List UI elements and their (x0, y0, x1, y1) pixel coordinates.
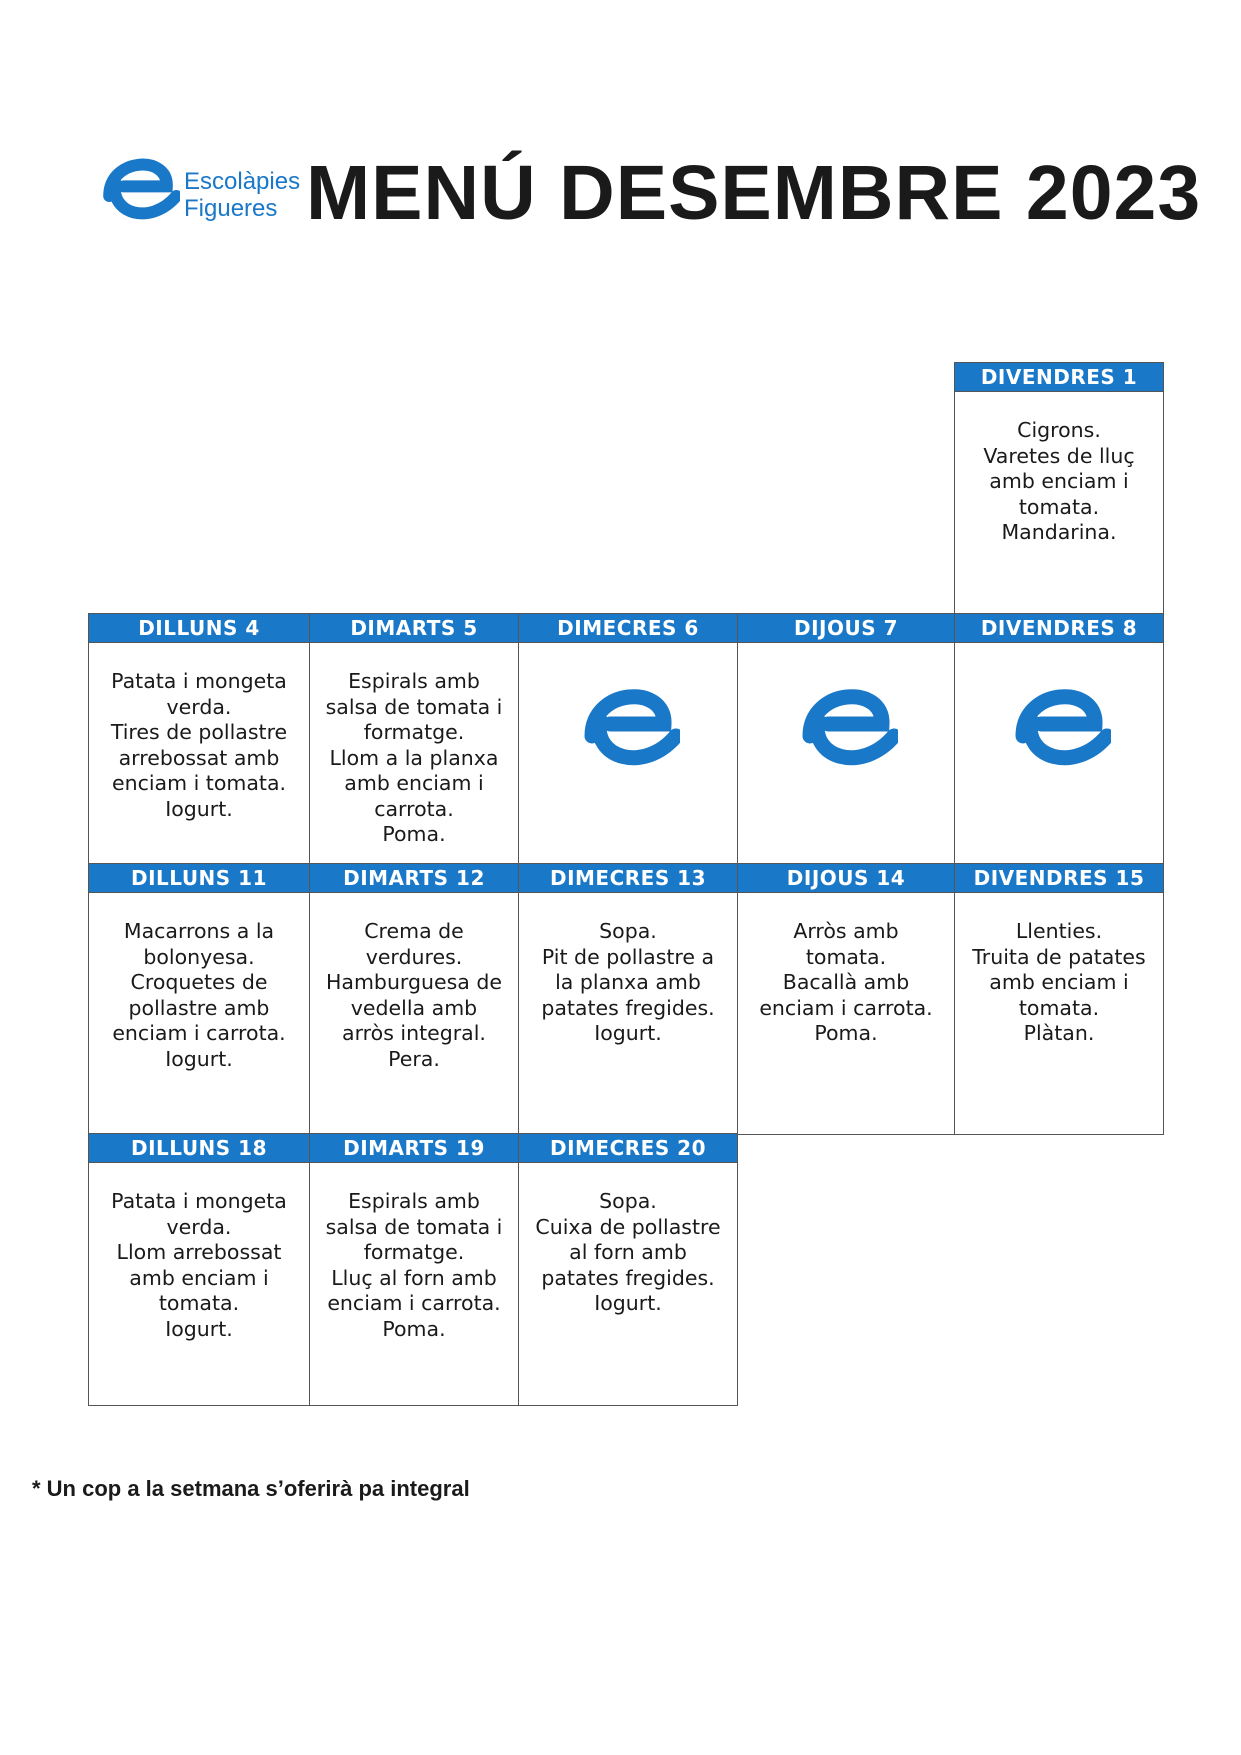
menu-line: Tires de pollastre (110, 720, 288, 744)
menu-line: amb enciam i (989, 469, 1129, 493)
menu-line: Macarrons a la (123, 919, 275, 943)
day-cell-dimecres-13 (518, 863, 738, 1135)
day-cell-dimecres-20 (518, 1133, 738, 1406)
menu-line: amb enciam i (129, 1265, 269, 1290)
menu-line: Cigrons. (1017, 418, 1101, 442)
menu-line: Llenties. (1015, 919, 1103, 943)
menu-line: Pera. (388, 1046, 440, 1071)
day-menu (519, 893, 737, 1047)
day-menu (519, 1163, 737, 1317)
menu-line: Iogurt. (165, 796, 233, 821)
logo-line-2: Figueres (184, 195, 278, 222)
school-logo-icon (96, 148, 180, 228)
menu-line: Patata i mongeta (111, 669, 287, 693)
menu-line: Iogurt. (165, 1316, 233, 1341)
menu-line: Espirals amb (348, 1189, 480, 1213)
menu-line: Mandarina. (1001, 520, 1117, 544)
menu-line: al forn amb (569, 1240, 687, 1264)
menu-line: tomata. (158, 1291, 240, 1315)
menu-line: Arròs amb (793, 919, 899, 943)
day-menu (738, 893, 954, 1047)
menu-line: pollastre amb (128, 995, 270, 1020)
day-cell-dijous-14 (737, 863, 955, 1135)
menu-line: enciam i carrota. (759, 995, 933, 1020)
day-menu (310, 643, 518, 848)
school-logo-icon (794, 676, 898, 776)
menu-line: Crema de (364, 919, 464, 943)
menu-line: tomata. (805, 944, 887, 969)
day-cell-divendres-15 (954, 863, 1164, 1135)
menu-line: patates fregides. (541, 1265, 715, 1290)
menu-line: Poma. (814, 1021, 878, 1045)
day-header: DIVENDRES 15 (955, 864, 1163, 893)
day-menu (310, 893, 518, 1072)
day-header: DILLUNS 4 (89, 614, 309, 643)
menu-line: Llom arrebossat (116, 1240, 282, 1264)
menu-line: salsa de tomata i (325, 1214, 503, 1239)
menu-line: Plàtan. (1023, 1021, 1095, 1045)
day-menu (955, 893, 1163, 1047)
menu-line: formatge. (363, 720, 465, 744)
day-cell-dilluns-18 (88, 1133, 310, 1406)
menu-line: Sopa. (599, 919, 657, 943)
day-cell-dijous-7 (737, 613, 955, 865)
menu-line: Iogurt. (594, 1021, 662, 1045)
menu-line: vedella amb (350, 995, 478, 1020)
menu-line: la planxa amb (555, 970, 701, 994)
logo-text (184, 168, 300, 222)
menu-line: Croquetes de (130, 970, 268, 994)
menu-line: verda. (166, 1214, 232, 1239)
menu-line: Sopa. (599, 1189, 657, 1213)
menu-line: Llom a la planxa (329, 745, 499, 770)
menu-line: arrebossat amb (118, 745, 280, 770)
page-title: MENÚ DESEMBRE 2023 (306, 150, 1202, 236)
menu-line: arròs integral. (342, 1021, 486, 1045)
menu-line: patates fregides. (541, 995, 715, 1020)
day-menu (89, 643, 309, 822)
menu-line: enciam i carrota. (327, 1291, 501, 1315)
day-cell-dilluns-4 (88, 613, 310, 865)
day-header: DIVENDRES 1 (955, 363, 1163, 392)
day-menu (310, 1163, 518, 1342)
menu-line: verda. (166, 694, 232, 719)
menu-line: Lluç al forn amb (331, 1265, 497, 1290)
menu-line: tomata. (1018, 995, 1100, 1020)
day-header: DIJOUS 7 (738, 614, 954, 643)
school-logo-icon (576, 676, 680, 776)
menu-line: Poma. (382, 822, 446, 846)
menu-line: Espirals amb (348, 669, 480, 693)
menu-line: Iogurt. (165, 1046, 233, 1071)
day-header: DIMECRES 20 (519, 1134, 737, 1163)
menu-line: amb enciam i (344, 771, 484, 795)
menu-line: bolonyesa. (143, 944, 255, 969)
menu-line: Cuixa de pollastre (535, 1214, 721, 1239)
menu-line: verdures. (365, 944, 463, 969)
day-header: DIMARTS 19 (310, 1134, 518, 1163)
logo-line-1: Escolàpies (184, 168, 301, 195)
menu-line: Varetes de lluç (983, 443, 1135, 468)
day-cell-dilluns-11 (88, 863, 310, 1135)
menu-line: enciam i tomata. (111, 771, 287, 795)
day-cell-dimecres-6 (518, 613, 738, 865)
day-cell-dimarts-19 (309, 1133, 519, 1406)
menu-line: Truita de patates (972, 944, 1146, 969)
menu-line: Hamburguesa de (325, 970, 503, 994)
menu-line: Bacallà amb (782, 970, 910, 994)
menu-line: Poma. (382, 1316, 446, 1341)
day-header: DIMARTS 12 (310, 864, 518, 893)
menu-line: carrota. (374, 796, 454, 821)
menu-line: salsa de tomata i (325, 694, 503, 719)
day-header: DIVENDRES 8 (955, 614, 1163, 643)
day-header: DILLUNS 18 (89, 1134, 309, 1163)
menu-line: tomata. (1018, 494, 1100, 519)
day-cell-divendres-1 (954, 362, 1164, 615)
day-header: DIMECRES 6 (519, 614, 737, 643)
day-cell-dimarts-5 (309, 613, 519, 865)
day-menu (89, 893, 309, 1072)
menu-line: Patata i mongeta (111, 1189, 287, 1213)
day-header: DIMECRES 13 (519, 864, 737, 893)
footnote: * Un cop a la setmana s’oferirà pa integral (32, 1476, 470, 1501)
menu-line: Pit de pollastre a (541, 944, 715, 969)
menu-line: amb enciam i (989, 970, 1129, 994)
day-header: DIMARTS 5 (310, 614, 518, 643)
day-header: DILLUNS 11 (89, 864, 309, 893)
school-logo (96, 148, 301, 230)
day-cell-dimarts-12 (309, 863, 519, 1135)
menu-line: Iogurt. (594, 1291, 662, 1315)
day-header: DIJOUS 14 (738, 864, 954, 893)
day-menu (89, 1163, 309, 1342)
menu-line: formatge. (363, 1240, 465, 1264)
school-logo-icon (1007, 676, 1111, 776)
menu-line: enciam i carrota. (112, 1021, 286, 1045)
day-cell-divendres-8 (954, 613, 1164, 865)
day-menu (955, 392, 1163, 546)
